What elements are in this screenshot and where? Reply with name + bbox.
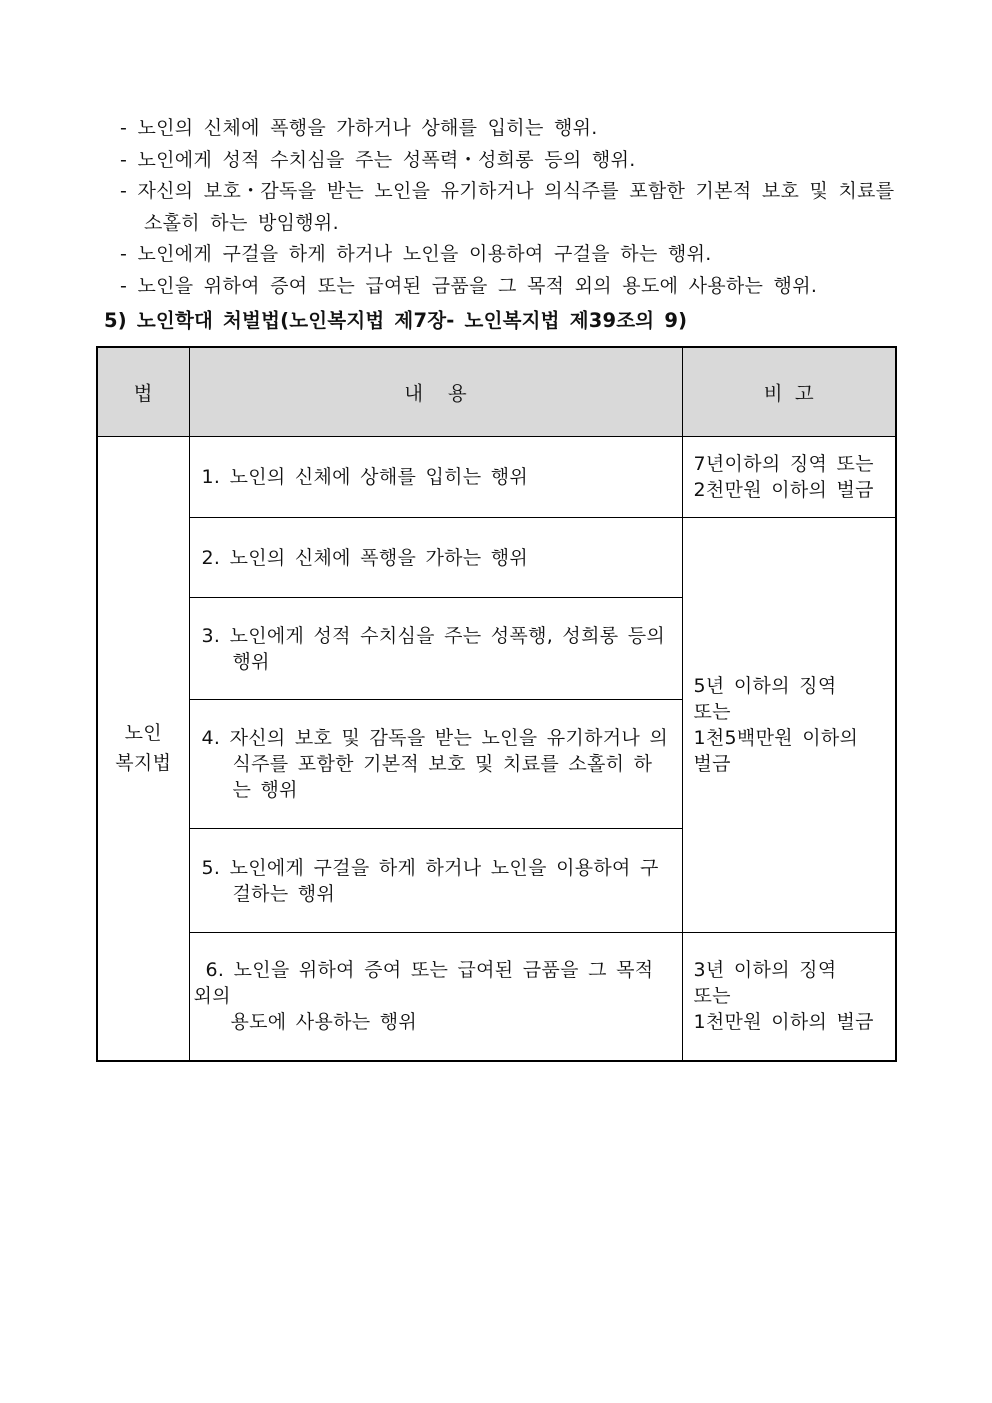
- header-law-label: 법: [133, 382, 153, 405]
- section-title: 5) 노인학대 처벌법(노인복지법 제7장- 노인복지법 제39조의 9): [104, 309, 688, 332]
- abuse-type-list: [120, 113, 900, 302]
- content-cell: [189, 598, 682, 700]
- list-item: - 노인을 위하여 증여 또는 급여된 금품을 그 목적 외의 용도에 사용하는 행위.: [120, 274, 818, 297]
- offense-item: 3. 노인에게 성적 수치심을 주는 성폭행, 성희롱 등의 행위: [201, 624, 666, 673]
- offense-item: 1. 노인의 신체에 상해를 입히는 행위: [201, 466, 529, 488]
- penalty-line: 또는: [693, 985, 731, 1008]
- penalty-table: [96, 346, 897, 1062]
- content-cell: [189, 829, 682, 933]
- table-row: [97, 437, 896, 518]
- law-name-line: 복지법: [115, 752, 172, 775]
- offense-item: [194, 957, 670, 1035]
- content-cell: [189, 933, 682, 1061]
- header-content: [189, 347, 682, 437]
- penalty-cell: [682, 518, 896, 933]
- offense-item: 4. 자신의 보호 및 감독을 받는 노인을 유기하거나 의식주를 포함한 기본적 보호 및 치료를 소홀히 하는 행위: [201, 727, 669, 801]
- penalty-cell: [682, 933, 896, 1061]
- penalty-cell: [682, 437, 896, 518]
- law-name-cell: [97, 437, 189, 1061]
- penalty-line: 또는: [693, 701, 731, 723]
- header-note: [682, 347, 896, 437]
- list-item: - 노인에게 구걸을 하게 하거나 노인을 이용하여 구걸을 하는 행위.: [120, 243, 712, 265]
- offense-item: 2. 노인의 신체에 폭행을 가하는 행위: [201, 546, 529, 569]
- law-name-line: 노인: [124, 722, 162, 745]
- header-note-label: 비 고: [763, 382, 814, 405]
- penalty-line: 3년 이하의 징역: [693, 959, 837, 982]
- penalty-line: 1천만원 이하의 벌금: [693, 1011, 874, 1034]
- content-cell: [189, 700, 682, 829]
- table-header-row: [97, 347, 896, 437]
- penalty-line: 벌금: [693, 753, 731, 775]
- penalty-line: 5년 이하의 징역: [693, 675, 837, 697]
- list-item: - 자신의 보호・감독을 받는 노인을 유기하거나 의식주를 포함한 기본적 보호 및 치료를 소홀히 하는 방임행위.: [120, 180, 895, 234]
- table-row: [97, 933, 896, 1061]
- header-content-label: 내 용: [404, 382, 467, 405]
- list-item: - 노인에게 성적 수치심을 주는 성폭력・성희롱 등의 행위.: [120, 148, 636, 171]
- offense-item-line: 용도에 사용하는 행위: [230, 1011, 418, 1034]
- offense-item-line: 6. 노인을 위하여 증여 또는 급여된 금품을 그 목적 외의: [193, 959, 654, 1008]
- penalty-line: 2천만원 이하의 벌금: [693, 479, 874, 501]
- offense-item: 5. 노인에게 구걸을 하게 하거나 노인을 이용하여 구걸하는 행위: [201, 856, 659, 905]
- content-cell: [189, 518, 682, 598]
- penalty-line: 1천5백만원 이하의: [693, 727, 859, 749]
- list-item: - 노인의 신체에 폭행을 가하거나 상해를 입히는 행위.: [120, 117, 598, 139]
- content-cell: [189, 437, 682, 518]
- table-row: [97, 518, 896, 598]
- header-law: [97, 347, 189, 437]
- penalty-line: 7년이하의 징역 또는: [693, 453, 874, 475]
